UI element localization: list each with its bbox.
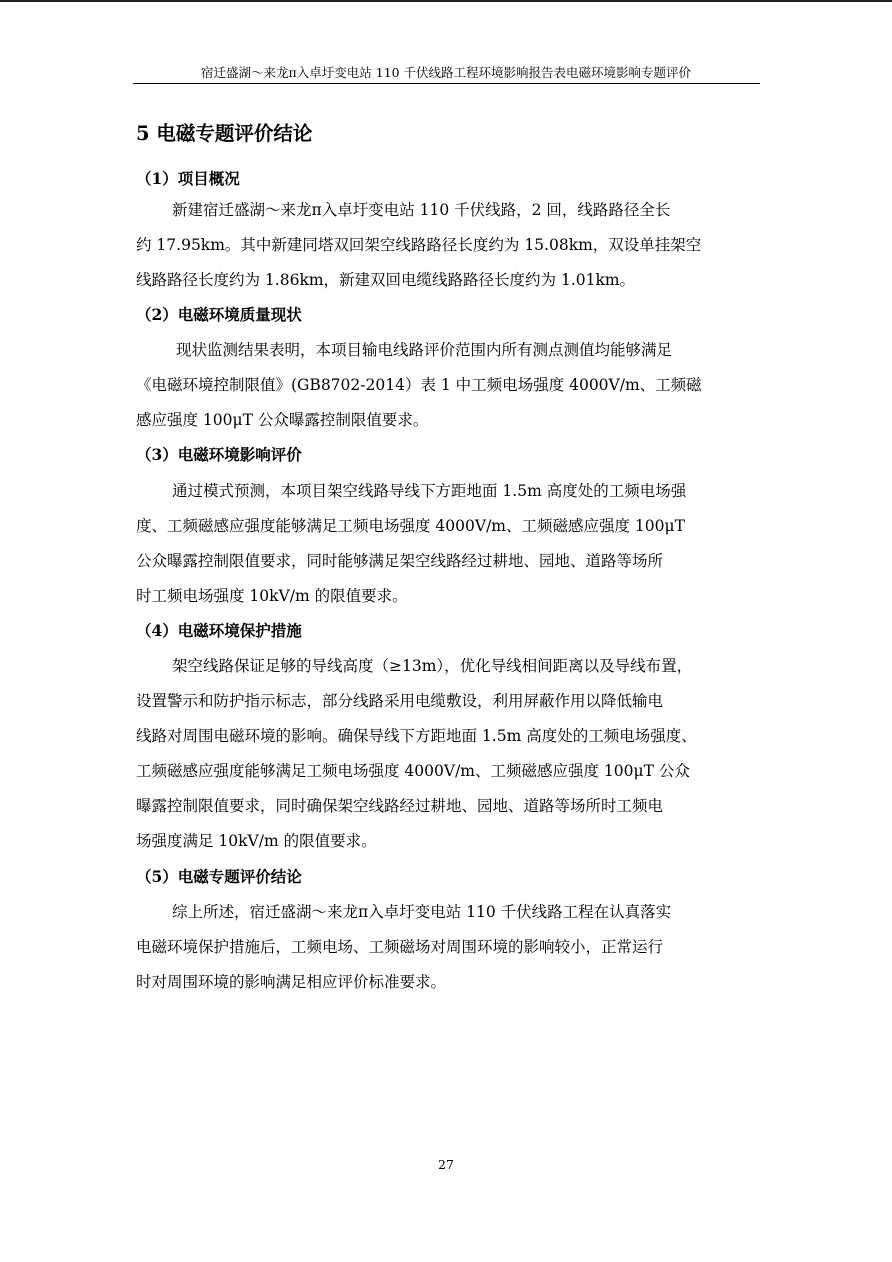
page-number: 27 (438, 1157, 454, 1172)
running-header: 宿迁盛湖～来龙π入卓圩变电站 110 千伏线路工程环境影响报告表电磁环境影响专题评价 (200, 65, 692, 80)
paragraph-line: 新建宿迁盛湖～来龙π入卓圩变电站 110 千伏线路，2 回，线路路径全长 (172, 201, 671, 219)
section-heading: （5）电磁专题评价结论 (136, 867, 302, 886)
paragraph-line: 通过模式预测，本项目架空线路导线下方距地面 1.5m 高度处的工频电场强 (172, 482, 687, 500)
page-top-border (0, 0, 892, 2)
paragraph-line: 公众曝露控制限值要求，同时能够满足架空线路经过耕地、园地、道路等场所 (136, 552, 664, 570)
paragraph-line: 约 17.95km。其中新建同塔双回架空线路路径长度约为 15.08km，双设单挂架空 (136, 236, 702, 254)
section-heading: （3）电磁环境影响评价 (136, 445, 302, 464)
paragraph-line: 度、工频磁感应强度能够满足工频电场强度 4000V/m、工频磁感应强度 100μT (136, 517, 685, 535)
section-heading: （2）电磁环境质量现状 (136, 305, 302, 324)
paragraph-line: 线路对周围电磁环境的影响。确保导线下方距地面 1.5m 高度处的工频电场强度、 (136, 727, 697, 745)
paragraph-line: 场强度满足 10kV/m 的限值要求。 (136, 832, 377, 850)
section-heading: （1）项目概况 (136, 169, 240, 188)
paragraph-line: 综上所述，宿迁盛湖～来龙π入卓圩变电站 110 千伏线路工程在认真落实 (172, 903, 672, 921)
paragraph-line: 时对周围环境的影响满足相应评价标准要求。 (136, 973, 447, 991)
paragraph-line: 架空线路保证足够的导线高度（≥13m），优化导线相间距离以及导线布置， (172, 657, 693, 675)
section-heading: （4）电磁环境保护措施 (136, 621, 302, 640)
paragraph-line: 线路路径长度约为 1.86km，新建双回电缆线路路径长度约为 1.01km。 (136, 271, 636, 289)
paragraph-line: 现状监测结果表明，本项目输电线路评价范围内所有测点测值均能够满足 (176, 341, 673, 359)
paragraph-line: 时工频电场强度 10kV/m 的限值要求。 (136, 587, 408, 605)
paragraph-line: 《电磁环境控制限值》(GB8702-2014）表 1 中工频电场强度 4000V/m、工频磁 (136, 376, 702, 394)
paragraph-line: 工频磁感应强度能够满足工频电场强度 4000V/m、工频磁感应强度 100μT 公众 (136, 762, 690, 780)
header-rule (133, 83, 760, 84)
paragraph-line: 曝露控制限值要求，同时确保架空线路经过耕地、园地、道路等场所时工频电 (136, 797, 664, 815)
paragraph-line: 设置警示和防护指示标志，部分线路采用电缆敷设，利用屏蔽作用以降低输电 (136, 692, 664, 710)
paragraph-line: 电磁环境保护措施后，工频电场、工频磁场对周围环境的影响较小，正常运行 (136, 938, 664, 956)
page-title: 5 电磁专题评价结论 (136, 122, 313, 145)
paragraph-line: 感应强度 100μT 公众曝露控制限值要求。 (136, 411, 429, 429)
